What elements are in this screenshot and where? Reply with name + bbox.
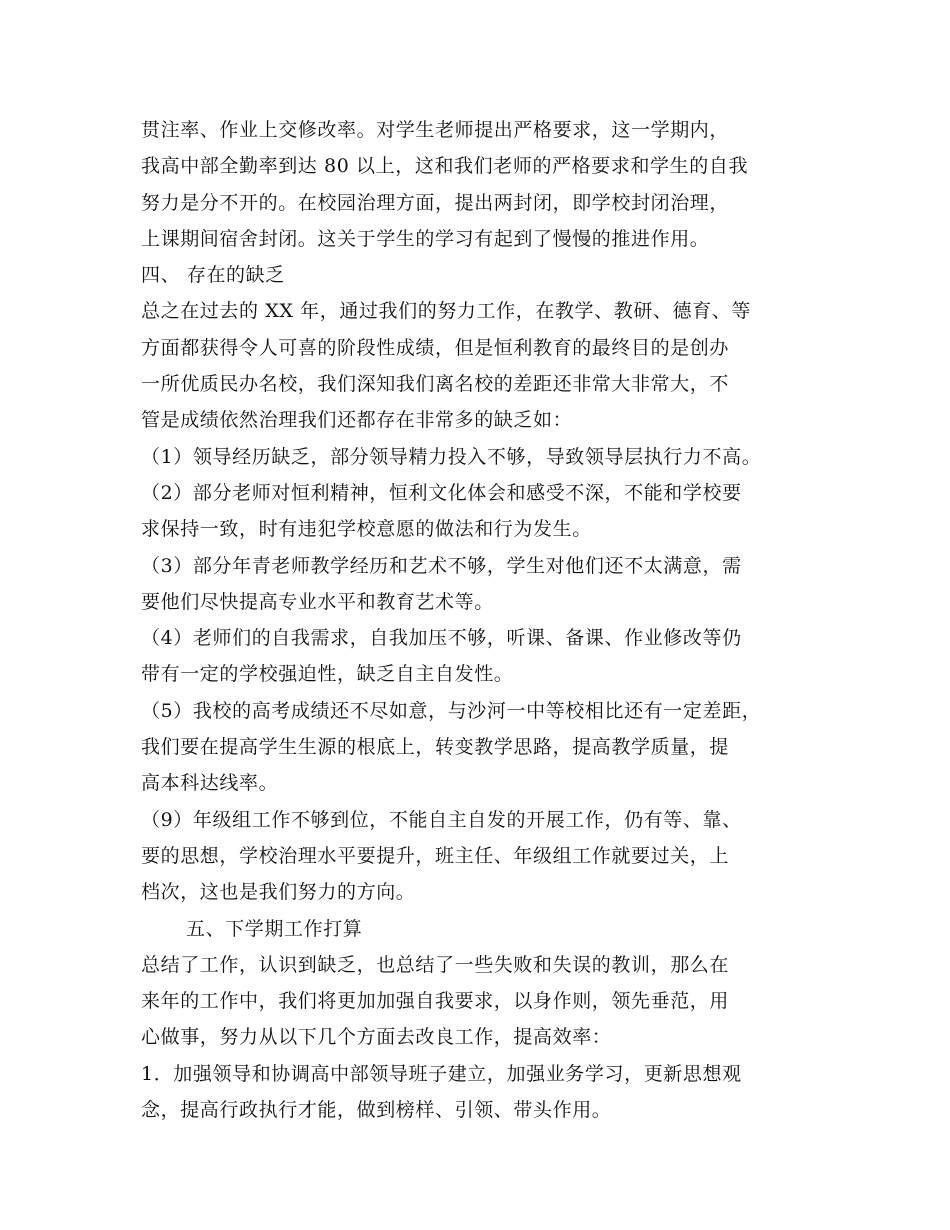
list-item-line: 带有一定的学校强迫性，缺乏自主自发性。 (141, 663, 514, 686)
list-item-line: 我们要在提高学生生源的根底上，转变教学思路，提高教学质量，提 (141, 736, 730, 759)
paragraph-line: 一所优质民办名校，我们深知我们离名校的差距还非常大非常大，不 (141, 373, 730, 396)
paragraph-line: 总结了工作，认识到缺乏，也总结了一些失败和失误的教训，那么在 (141, 953, 730, 976)
list-item-line: （4）老师们的自我需求，自我加压不够，听课、备课、作业修改等仍 (141, 627, 742, 650)
paragraph-line: 心做事，努力从以下几个方面去改良工作，提高效率： (141, 1026, 612, 1049)
section-heading-5: 五、下学期工作打算 (186, 917, 363, 940)
list-item-line: （1）领导经历缺乏，部分领导精力投入不够，导致领导层执行力不高。 (141, 445, 762, 468)
paragraph-line: 方面都获得令人可喜的阶段性成绩，但是恒利教育的最终目的是创办 (141, 336, 730, 359)
paragraph-line: 贯注率、作业上交修改率。对学生老师提出严格要求，这一学期内， (141, 119, 730, 141)
list-item-line: 档次，这也是我们努力的方向。 (141, 881, 416, 904)
paragraph-line: 努力是分不开的。在校园治理方面，提出两封闭，即学校封闭治理， (141, 191, 730, 214)
list-item-line: 1．加强领导和协调高中部领导班子建立，加强业务学习，更新思想观 (141, 1062, 742, 1085)
paragraph-line: 我高中部全勤率到达 80 以上，这和我们老师的严格要求和学生的自我 (141, 155, 749, 178)
paragraph-line: 管是成绩依然治理我们还都存在非常多的缺乏如： (141, 409, 573, 432)
list-item-line: （9）年级组工作不够到位，不能自主自发的开展工作，仍有等、靠、 (141, 808, 742, 831)
list-item-line: 求保持一致，时有违犯学校意愿的做法和行为发生。 (141, 518, 592, 541)
document-body (141, 112, 831, 1128)
list-item-line: 高本科达线率。 (141, 772, 279, 795)
list-item-line: （2）部分老师对恒利精神，恒利文化体会和感受不深，不能和学校要 (141, 481, 742, 504)
paragraph-line: 总之在过去的 XX 年，通过我们的努力工作，在教学、教研、德育、等 (141, 300, 751, 323)
list-item-line: 要的思想，学校治理水平要提升，班主任、年级组工作就要过关，上 (141, 844, 730, 867)
list-item-line: 要他们尽快提高专业水平和教育艺术等。 (141, 590, 494, 613)
list-item-line: 念，提高行政执行才能，做到榜样、引领、带头作用。 (141, 1099, 612, 1122)
section-heading-4: 四、 存在的缺乏 (141, 264, 285, 287)
paragraph-line: 上课期间宿舍封闭。这关于学生的学习有起到了慢慢的推进作用。 (141, 227, 710, 250)
list-item-line: （5）我校的高考成绩还不尽如意，与沙河一中等校相比还有一定差距， (141, 699, 762, 722)
list-item-line: （3）部分年青老师教学经历和艺术不够，学生对他们还不太满意，需 (141, 554, 742, 577)
paragraph-line: 来年的工作中，我们将更加加强自我要求，以身作则，领先垂范，用 (141, 990, 730, 1013)
